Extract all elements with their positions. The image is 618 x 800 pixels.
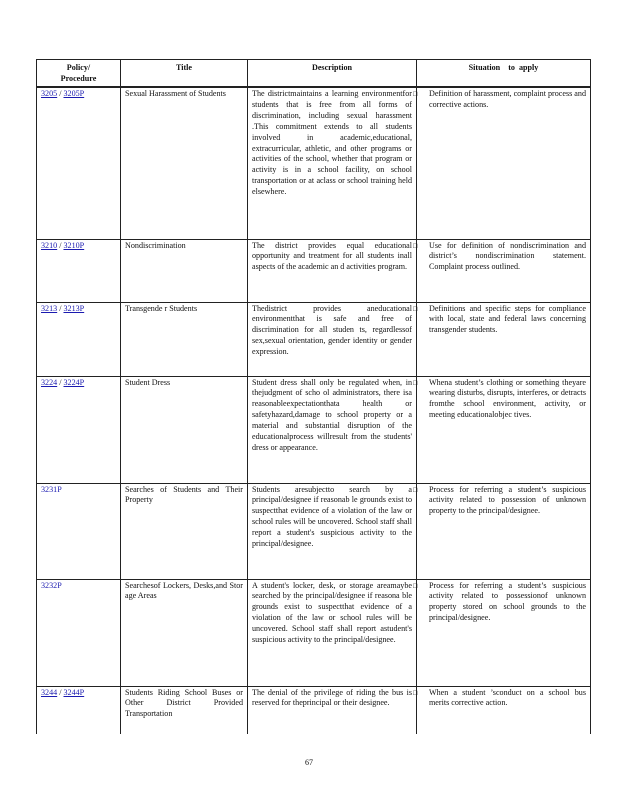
policy-situation-cell	[413, 376, 591, 483]
situation-text: Use for definition of nondiscrimination and district’s nondiscrimination statement. Complaint process outlined.	[429, 240, 586, 272]
table-row	[37, 239, 591, 302]
situation-text: Process for referring a student’s suspicious activity related to possession of unknown property to the principal/designee.	[429, 484, 586, 516]
policy-code-cell	[37, 376, 121, 483]
checkbox-bullet-icon: □	[413, 304, 418, 313]
policy-situation-cell	[413, 686, 591, 734]
checkbox-bullet-icon: □	[413, 581, 418, 590]
situation-text: When a student ’sconduct on a school bus merits corrective action.	[429, 687, 586, 708]
situation-text: Definition of harassment, complaint process and corrective actions.	[429, 89, 586, 109]
procedure-link[interactable]: 3213P	[63, 303, 85, 313]
policy-description: The district provides equal educational opportunity and treatment for all students inall aspects of the academic an d activities program.	[248, 239, 417, 302]
checkbox-bullet-icon: □	[413, 485, 418, 494]
situation-text: Process for referring a student’s suspicious activity related to possessionof unknown property stored on school grounds to the principal/designee.	[429, 580, 586, 623]
checkbox-bullet-icon: □	[413, 90, 418, 98]
header-title: Title	[121, 60, 248, 88]
situation-item	[413, 484, 586, 518]
situation-item	[413, 303, 586, 337]
situation-text: Definitions and specific steps for compliance with local, state and federal laws concerning transgender students.	[429, 303, 586, 335]
policy-description: The denial of the privilege of riding the bus is reserved for theprincipal or their designee.	[248, 686, 417, 734]
header-description: Description	[248, 60, 417, 88]
policy-link[interactable]: 3244	[41, 687, 58, 697]
policy-table	[36, 59, 591, 734]
code-separator: /	[57, 687, 64, 697]
policy-situation-cell	[413, 302, 591, 376]
policy-code-cell	[37, 686, 121, 734]
header-policy-line2: Procedure	[60, 74, 97, 83]
header-policy-line1: Policy/	[66, 63, 91, 72]
policy-description: Thedistrict provides aneducational environmentthat is safe and free of discrimination for all studen ts, regardlessof sex,sexual orientation, gender identity or gender expression.	[248, 302, 417, 376]
policy-code-cell	[37, 87, 121, 239]
table-row	[37, 87, 591, 239]
policy-title: Sexual Harassment of Students	[121, 87, 248, 239]
procedure-link[interactable]: 3224P	[63, 377, 85, 387]
procedure-code: 3231P	[41, 484, 62, 494]
table-row	[37, 376, 591, 483]
procedure-link[interactable]: 3210P	[63, 240, 85, 250]
table-row	[37, 302, 591, 376]
situation-item	[413, 580, 586, 625]
code-separator: /	[57, 377, 64, 387]
header-situation: Situation to apply	[417, 60, 591, 88]
header-policy	[37, 60, 121, 88]
policy-description: The districtmaintains a learning environmentfor students that is free from all forms of discrimination, including sexual harassment .This commitment extends to all students involved in academic,educational, extracurricular, athletic, and other programs or activities of the school, whether that program or activity is in a school facility, on school transportation or at aclass or school training held elsewhere.	[248, 87, 417, 239]
table-row	[37, 686, 591, 734]
code-separator: /	[57, 303, 64, 313]
code-separator: /	[57, 240, 64, 250]
situation-text: Whena student’s clothing or something theyare wearing disturbs, disrupts, interferes, or detracts fromthe school environment, activity, or meeting educationalobjec tives.	[429, 377, 586, 420]
table-row	[37, 483, 591, 579]
checkbox-bullet-icon: □	[413, 378, 418, 387]
policy-title: Searchesof Lockers, Desks,and Stor age Areas	[121, 579, 248, 686]
policy-situation-cell	[413, 239, 591, 302]
checkbox-bullet-icon: □	[413, 241, 418, 250]
policy-description: Student dress shall only be regulated when, in thejudgment of scho ol administrators, there isa reasonableexpectationthata health or safetyhazard,damage to school property or a material and substantial disruption of the educationalprocess willresult from the students' dress or appearance.	[248, 376, 417, 483]
code-separator: /	[57, 89, 64, 98]
policy-situation-cell	[413, 579, 591, 686]
situation-item	[413, 240, 586, 274]
policy-code-cell	[37, 579, 121, 686]
page-number: 67	[305, 758, 313, 767]
policy-title: Student Dress	[121, 376, 248, 483]
situation-item	[413, 687, 586, 710]
situation-item	[413, 377, 586, 422]
procedure-link[interactable]: 3205P	[63, 89, 85, 98]
policy-code-cell	[37, 483, 121, 579]
policy-link[interactable]: 3205	[41, 89, 58, 98]
checkbox-bullet-icon: □	[413, 688, 418, 697]
policy-code-cell	[37, 239, 121, 302]
policy-code-cell	[37, 302, 121, 376]
policy-title: Nondiscrimination	[121, 239, 248, 302]
policy-link[interactable]: 3213	[41, 303, 58, 313]
procedure-code: 3232P	[41, 580, 62, 590]
table-row	[37, 579, 591, 686]
policy-situation-cell	[413, 87, 591, 239]
policy-link[interactable]: 3224	[41, 377, 58, 387]
table-header-row	[37, 60, 591, 88]
procedure-link[interactable]: 3244P	[63, 687, 85, 697]
policy-title: Searches of Students and Their Property	[121, 483, 248, 579]
situation-item	[413, 89, 586, 111]
policy-title: Transgende r Students	[121, 302, 248, 376]
policy-situation-cell	[413, 483, 591, 579]
policy-description: A student's locker, desk, or storage areamaybe searched by the principal/designee if reasona ble grounds exist to suspectthat evidence of a violation of the law or school rules will be uncovered. School staff shall report astudent's suspicious activity to the principal/designee.	[248, 579, 417, 686]
policy-link[interactable]: 3210	[41, 240, 58, 250]
policy-description: Students aresubjectto search by a principal/designee if reasonab le grounds exist to suspectthat evidence of a violation of the law or school rules will be uncovered. School staff shall report a student's suspicious activity to the principal/designee.	[248, 483, 417, 579]
policy-title: Students Riding School Buses or Other District Provided Transportation	[121, 686, 248, 734]
